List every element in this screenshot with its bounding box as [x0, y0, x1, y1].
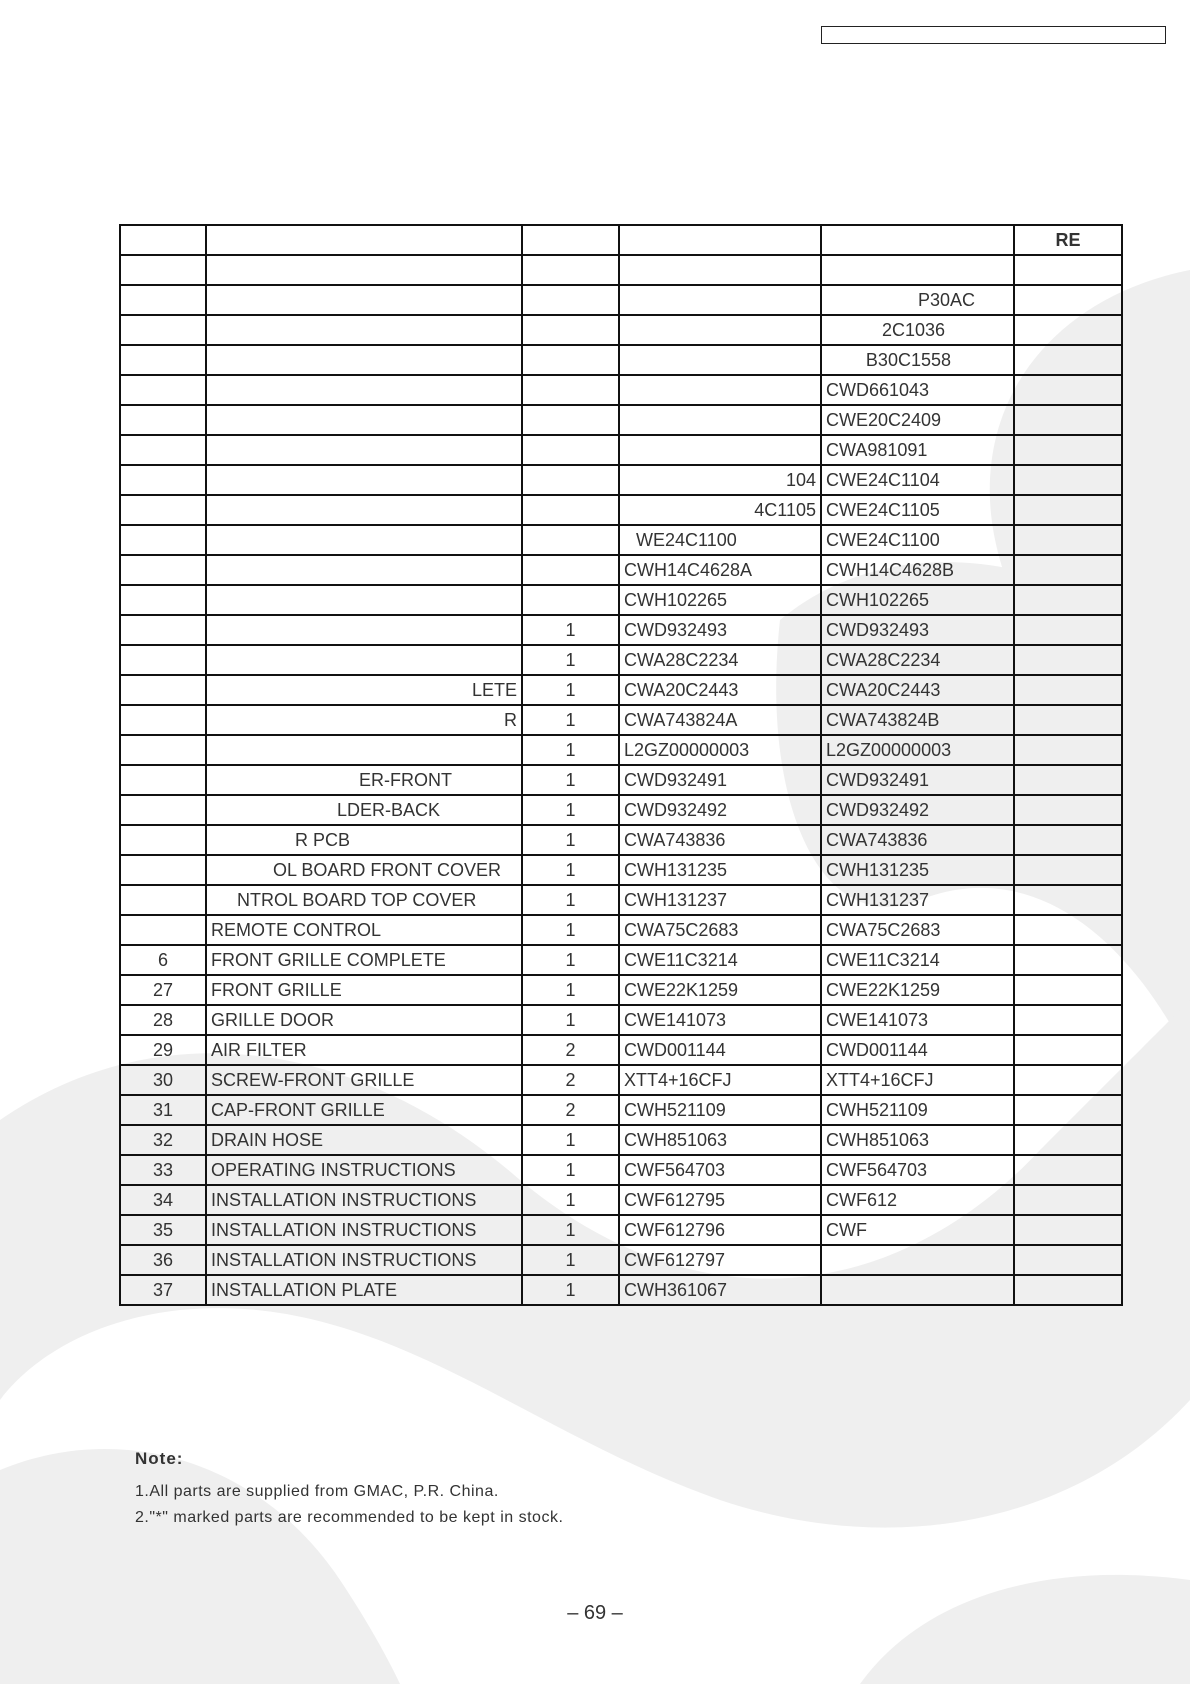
part-no-1-cell: CWA20C2443 [619, 675, 821, 705]
table-row [120, 855, 1122, 885]
note-section [135, 1449, 563, 1531]
header-box [821, 26, 1166, 44]
table-row [120, 735, 1122, 765]
part-no-1-cell: L2GZ00000003 [619, 735, 821, 765]
remark-cell [1014, 675, 1122, 705]
ref-no-cell: 36 [120, 1245, 206, 1275]
part-no-1-cell: CWE141073 [619, 1005, 821, 1035]
table-row [120, 585, 1122, 615]
description-cell [206, 645, 522, 675]
remark-cell [1014, 1215, 1122, 1245]
part-no-2-cell: CWE24C1104 [821, 465, 1014, 495]
part-no-1-cell [619, 375, 821, 405]
qty-cell: 1 [522, 705, 619, 735]
qty-cell: 2 [522, 1035, 619, 1065]
part-no-2-cell: CWA981091 [821, 435, 1014, 465]
qty-cell: 1 [522, 1275, 619, 1305]
note-line: 2."*" marked parts are recommended to be kept in stock. [135, 1509, 564, 1526]
table-row [120, 825, 1122, 855]
qty-cell: 1 [522, 675, 619, 705]
qty-cell [522, 525, 619, 555]
qty-cell [522, 555, 619, 585]
remark-cell [1014, 345, 1122, 375]
qty-cell: 1 [522, 1155, 619, 1185]
table-row [120, 345, 1122, 375]
description-cell: NTROL BOARD TOP COVER [206, 885, 522, 915]
table-row [120, 285, 1122, 315]
remark-cell [1014, 1245, 1122, 1275]
table-row [120, 495, 1122, 525]
remark-cell [1014, 1125, 1122, 1155]
remark-cell [1014, 285, 1122, 315]
part-no-2-cell: P30AC [821, 285, 1014, 315]
part-no-1-cell [619, 255, 821, 285]
table-row [120, 1125, 1122, 1155]
ref-no-cell [120, 555, 206, 585]
table-row [120, 945, 1122, 975]
ref-no-cell [120, 795, 206, 825]
ref-no-cell: 30 [120, 1065, 206, 1095]
ref-no-cell [120, 375, 206, 405]
remark-cell [1014, 885, 1122, 915]
table-row [120, 1155, 1122, 1185]
description-cell [206, 435, 522, 465]
table-row [120, 405, 1122, 435]
part-no-1-cell [619, 435, 821, 465]
part-no-2-cell [821, 255, 1014, 285]
header-remark: RE [1014, 225, 1122, 255]
description-cell [206, 255, 522, 285]
description-cell [206, 495, 522, 525]
part-no-2-cell: CWD932492 [821, 795, 1014, 825]
description-cell: INSTALLATION INSTRUCTIONS [206, 1245, 522, 1275]
part-no-1-cell [619, 285, 821, 315]
remark-cell [1014, 1155, 1122, 1185]
table-row [120, 615, 1122, 645]
qty-cell: 1 [522, 855, 619, 885]
qty-cell [522, 285, 619, 315]
table-row [120, 915, 1122, 945]
table-row [120, 645, 1122, 675]
part-no-2-cell: CWH851063 [821, 1125, 1014, 1155]
description-cell [206, 375, 522, 405]
table-row [120, 1245, 1122, 1275]
part-no-2-cell: CWA28C2234 [821, 645, 1014, 675]
qty-cell: 1 [522, 1215, 619, 1245]
qty-cell [522, 435, 619, 465]
qty-cell: 1 [522, 1245, 619, 1275]
header-qty [522, 225, 619, 255]
part-no-1-cell: 104 [619, 465, 821, 495]
table-row [120, 975, 1122, 1005]
qty-cell [522, 585, 619, 615]
ref-no-cell [120, 645, 206, 675]
table-row [120, 795, 1122, 825]
ref-no-cell [120, 855, 206, 885]
ref-no-cell [120, 345, 206, 375]
part-no-1-cell: WE24C1100 [619, 525, 821, 555]
description-cell: INSTALLATION PLATE [206, 1275, 522, 1305]
part-no-1-cell: CWF612796 [619, 1215, 821, 1245]
description-cell: INSTALLATION INSTRUCTIONS [206, 1185, 522, 1215]
remark-cell [1014, 585, 1122, 615]
description-cell [206, 555, 522, 585]
qty-cell: 1 [522, 735, 619, 765]
remark-cell [1014, 435, 1122, 465]
part-no-2-cell: CWA743836 [821, 825, 1014, 855]
part-no-2-cell: CWE24C1100 [821, 525, 1014, 555]
part-no-2-cell: CWD001144 [821, 1035, 1014, 1065]
part-no-1-cell: CWH131235 [619, 855, 821, 885]
description-cell: ER-FRONT [206, 765, 522, 795]
description-cell: OPERATING INSTRUCTIONS [206, 1155, 522, 1185]
table-row [120, 465, 1122, 495]
part-no-2-cell: CWA20C2443 [821, 675, 1014, 705]
part-no-2-cell: CWH102265 [821, 585, 1014, 615]
note-title: Note: [135, 1449, 184, 1468]
qty-cell: 1 [522, 885, 619, 915]
parts-list-table [119, 224, 1123, 1306]
remark-cell [1014, 825, 1122, 855]
header-part-no-1 [619, 225, 821, 255]
part-no-2-cell: CWE141073 [821, 1005, 1014, 1035]
qty-cell: 1 [522, 615, 619, 645]
description-cell [206, 525, 522, 555]
remark-cell [1014, 555, 1122, 585]
part-no-1-cell: CWH131237 [619, 885, 821, 915]
part-no-1-cell [619, 345, 821, 375]
ref-no-cell [120, 615, 206, 645]
ref-no-cell: 29 [120, 1035, 206, 1065]
qty-cell [522, 495, 619, 525]
table-row [120, 525, 1122, 555]
ref-no-cell: 37 [120, 1275, 206, 1305]
ref-no-cell [120, 285, 206, 315]
description-cell: FRONT GRILLE [206, 975, 522, 1005]
part-no-2-cell: CWH521109 [821, 1095, 1014, 1125]
part-no-1-cell [619, 405, 821, 435]
part-no-1-cell: CWD932491 [619, 765, 821, 795]
part-no-2-cell: CWF612 [821, 1185, 1014, 1215]
part-no-2-cell: XTT4+16CFJ [821, 1065, 1014, 1095]
header-description [206, 225, 522, 255]
qty-cell: 1 [522, 795, 619, 825]
remark-cell [1014, 1065, 1122, 1095]
description-cell: FRONT GRILLE COMPLETE [206, 945, 522, 975]
description-cell [206, 735, 522, 765]
remark-cell [1014, 945, 1122, 975]
remark-cell [1014, 495, 1122, 525]
ref-no-cell [120, 465, 206, 495]
remark-cell [1014, 735, 1122, 765]
part-no-1-cell: CWH361067 [619, 1275, 821, 1305]
description-cell: LETE [206, 675, 522, 705]
ref-no-cell [120, 255, 206, 285]
ref-no-cell [120, 435, 206, 465]
qty-cell: 1 [522, 945, 619, 975]
table-row [120, 555, 1122, 585]
ref-no-cell: 28 [120, 1005, 206, 1035]
table-row [120, 375, 1122, 405]
table-row [120, 255, 1122, 285]
description-cell: SCREW-FRONT GRILLE [206, 1065, 522, 1095]
remark-cell [1014, 855, 1122, 885]
ref-no-cell [120, 915, 206, 945]
part-no-2-cell: CWD932491 [821, 765, 1014, 795]
qty-cell: 2 [522, 1095, 619, 1125]
remark-cell [1014, 705, 1122, 735]
part-no-2-cell: CWF564703 [821, 1155, 1014, 1185]
part-no-1-cell: CWH851063 [619, 1125, 821, 1155]
part-no-1-cell: CWE11C3214 [619, 945, 821, 975]
description-cell [206, 315, 522, 345]
qty-cell: 1 [522, 975, 619, 1005]
part-no-2-cell: CWA743824B [821, 705, 1014, 735]
ref-no-cell: 34 [120, 1185, 206, 1215]
remark-cell [1014, 645, 1122, 675]
part-no-2-cell: L2GZ00000003 [821, 735, 1014, 765]
part-no-2-cell: 2C1036 [821, 315, 1014, 345]
table-row [120, 315, 1122, 345]
part-no-2-cell: CWE22K1259 [821, 975, 1014, 1005]
ref-no-cell [120, 495, 206, 525]
ref-no-cell: 31 [120, 1095, 206, 1125]
part-no-1-cell: CWA28C2234 [619, 645, 821, 675]
part-no-1-cell: CWD932492 [619, 795, 821, 825]
ref-no-cell [120, 675, 206, 705]
qty-cell [522, 315, 619, 345]
part-no-2-cell: CWD932493 [821, 615, 1014, 645]
remark-cell [1014, 1005, 1122, 1035]
qty-cell: 1 [522, 1185, 619, 1215]
part-no-1-cell: CWD932493 [619, 615, 821, 645]
part-no-1-cell: CWH14C4628A [619, 555, 821, 585]
qty-cell: 1 [522, 915, 619, 945]
remark-cell [1014, 315, 1122, 345]
remark-cell [1014, 255, 1122, 285]
table-row [120, 1005, 1122, 1035]
description-cell: INSTALLATION INSTRUCTIONS [206, 1215, 522, 1245]
part-no-2-cell: CWH131235 [821, 855, 1014, 885]
remark-cell [1014, 525, 1122, 555]
ref-no-cell [120, 405, 206, 435]
table-row [120, 1065, 1122, 1095]
remark-cell [1014, 1035, 1122, 1065]
ref-no-cell: 32 [120, 1125, 206, 1155]
remark-cell [1014, 1095, 1122, 1125]
table-row [120, 1215, 1122, 1245]
qty-cell: 1 [522, 825, 619, 855]
part-no-2-cell: CWE20C2409 [821, 405, 1014, 435]
ref-no-cell [120, 705, 206, 735]
part-no-2-cell [821, 1275, 1014, 1305]
ref-no-cell [120, 735, 206, 765]
part-no-2-cell: CWF [821, 1215, 1014, 1245]
remark-cell [1014, 615, 1122, 645]
remark-cell [1014, 795, 1122, 825]
part-no-2-cell: CWE11C3214 [821, 945, 1014, 975]
part-no-2-cell: CWD661043 [821, 375, 1014, 405]
part-no-1-cell: CWD001144 [619, 1035, 821, 1065]
ref-no-cell [120, 885, 206, 915]
qty-cell [522, 375, 619, 405]
table-row [120, 435, 1122, 465]
qty-cell: 1 [522, 1005, 619, 1035]
description-cell: AIR FILTER [206, 1035, 522, 1065]
part-no-1-cell: CWA743824A [619, 705, 821, 735]
qty-cell [522, 255, 619, 285]
ref-no-cell [120, 585, 206, 615]
header-ref-no [120, 225, 206, 255]
part-no-1-cell: 4C1105 [619, 495, 821, 525]
description-cell: R PCB [206, 825, 522, 855]
ref-no-cell [120, 825, 206, 855]
ref-no-cell: 33 [120, 1155, 206, 1185]
description-cell [206, 465, 522, 495]
ref-no-cell [120, 525, 206, 555]
part-no-1-cell [619, 315, 821, 345]
table-row [120, 675, 1122, 705]
remark-cell [1014, 975, 1122, 1005]
part-no-2-cell: CWH131237 [821, 885, 1014, 915]
header-part-no-2 [821, 225, 1014, 255]
part-no-1-cell: CWH521109 [619, 1095, 821, 1125]
qty-cell: 1 [522, 645, 619, 675]
part-no-1-cell: CWF612797 [619, 1245, 821, 1275]
part-no-2-cell: B30C1558 [821, 345, 1014, 375]
qty-cell [522, 345, 619, 375]
qty-cell [522, 405, 619, 435]
qty-cell: 1 [522, 1125, 619, 1155]
description-cell [206, 345, 522, 375]
description-cell [206, 285, 522, 315]
description-cell: CAP-FRONT GRILLE [206, 1095, 522, 1125]
description-cell: LDER-BACK [206, 795, 522, 825]
part-no-2-cell [821, 1245, 1014, 1275]
remark-cell [1014, 1185, 1122, 1215]
part-no-1-cell: CWH102265 [619, 585, 821, 615]
qty-cell: 1 [522, 765, 619, 795]
ref-no-cell: 35 [120, 1215, 206, 1245]
part-no-1-cell: CWA75C2683 [619, 915, 821, 945]
part-no-2-cell: CWH14C4628B [821, 555, 1014, 585]
ref-no-cell [120, 315, 206, 345]
remark-cell [1014, 375, 1122, 405]
remark-cell [1014, 915, 1122, 945]
table-row [120, 765, 1122, 795]
description-cell: DRAIN HOSE [206, 1125, 522, 1155]
table-row [120, 1185, 1122, 1215]
description-cell [206, 615, 522, 645]
part-no-1-cell: CWE22K1259 [619, 975, 821, 1005]
table-row [120, 1275, 1122, 1305]
remark-cell [1014, 1275, 1122, 1305]
qty-cell [522, 465, 619, 495]
description-cell: R [206, 705, 522, 735]
ref-no-cell [120, 765, 206, 795]
note-line: 1.All parts are supplied from GMAC, P.R. China. [135, 1483, 499, 1500]
description-cell: GRILLE DOOR [206, 1005, 522, 1035]
page-number: – 69 – [567, 1602, 623, 1624]
description-cell: OL BOARD FRONT COVER [206, 855, 522, 885]
table-row [120, 885, 1122, 915]
remark-cell [1014, 765, 1122, 795]
part-no-1-cell: CWF564703 [619, 1155, 821, 1185]
description-cell [206, 585, 522, 615]
remark-cell [1014, 465, 1122, 495]
description-cell [206, 405, 522, 435]
part-no-1-cell: CWF612795 [619, 1185, 821, 1215]
table-row [120, 1095, 1122, 1125]
description-cell: REMOTE CONTROL [206, 915, 522, 945]
table-row [120, 705, 1122, 735]
part-no-2-cell: CWA75C2683 [821, 915, 1014, 945]
part-no-1-cell: XTT4+16CFJ [619, 1065, 821, 1095]
qty-cell: 2 [522, 1065, 619, 1095]
table-header-row [120, 225, 1122, 255]
part-no-2-cell: CWE24C1105 [821, 495, 1014, 525]
remark-cell [1014, 405, 1122, 435]
ref-no-cell: 6 [120, 945, 206, 975]
table-row [120, 1035, 1122, 1065]
part-no-1-cell: CWA743836 [619, 825, 821, 855]
ref-no-cell: 27 [120, 975, 206, 1005]
